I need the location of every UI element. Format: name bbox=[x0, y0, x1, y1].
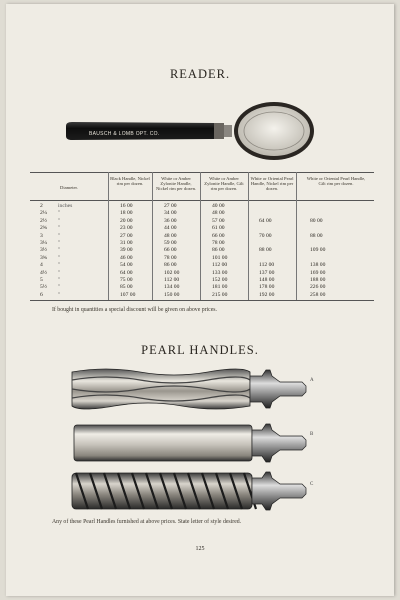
row-diameter: 4 bbox=[40, 262, 43, 269]
table-row bbox=[0, 262, 400, 269]
table-row bbox=[0, 218, 400, 225]
price-pearl-gilt: 88 00 bbox=[310, 232, 323, 239]
ditto-mark: " bbox=[58, 247, 64, 254]
pearl-handle-a-illustration bbox=[66, 366, 326, 412]
price-pearl-nickel: 112 00 bbox=[259, 262, 275, 269]
price-zylonite-nickel: 134 00 bbox=[164, 284, 180, 291]
price-black-nickel: 107 00 bbox=[120, 291, 136, 298]
price-pearl-gilt: 226 00 bbox=[310, 284, 326, 291]
price-pearl-nickel: 178 00 bbox=[259, 284, 275, 291]
price-zylonite-nickel: 36 00 bbox=[164, 217, 177, 224]
header-zylonite-nickel: White or Amber Zylonite Handle, Nickel rim per dozen. bbox=[155, 176, 197, 191]
ditto-mark: " bbox=[58, 210, 64, 217]
ditto-mark: " bbox=[58, 217, 64, 224]
price-zylonite-nickel: 48 00 bbox=[164, 232, 177, 239]
handle-footnote: Any of these Pearl Handles furnished at above prices. State letter of style desired. bbox=[52, 519, 242, 525]
table-row bbox=[0, 203, 400, 210]
row-diameter: 2¼ bbox=[40, 210, 47, 217]
pearl-handle-b-illustration bbox=[66, 421, 326, 467]
price-zylonite-nickel: 59 00 bbox=[164, 240, 177, 246]
ditto-mark: " bbox=[58, 240, 64, 246]
table-row bbox=[0, 284, 400, 291]
ditto-mark: " bbox=[58, 269, 64, 276]
price-zylonite-nickel: 66 00 bbox=[164, 247, 177, 254]
price-pearl-nickel: 192 00 bbox=[259, 291, 275, 298]
table-rule-top bbox=[30, 172, 374, 173]
price-zylonite-nickel: 150 00 bbox=[164, 291, 180, 298]
price-zylonite-nickel: 34 00 bbox=[164, 210, 177, 217]
price-black-nickel: 75 00 bbox=[120, 277, 133, 283]
handle-letter-c: C bbox=[310, 482, 314, 487]
handle-letter-b: B bbox=[310, 432, 314, 437]
price-zylonite-gilt: 57 00 bbox=[212, 217, 225, 224]
price-zylonite-gilt: 101 00 bbox=[212, 254, 228, 261]
price-pearl-gilt: 258 00 bbox=[310, 291, 326, 298]
price-pearl-gilt: 188 00 bbox=[310, 277, 326, 283]
row-diameter: 3 bbox=[40, 232, 43, 239]
row-diameter: 2½ bbox=[40, 217, 47, 224]
table-rule-bottom bbox=[30, 300, 374, 301]
price-zylonite-gilt: 40 00 bbox=[212, 203, 225, 209]
price-black-nickel: 16 00 bbox=[120, 203, 133, 209]
table-row bbox=[0, 247, 400, 254]
price-black-nickel: 54 00 bbox=[120, 262, 133, 269]
row-diameter: 3¼ bbox=[40, 240, 47, 246]
row-diameter: 3¾ bbox=[40, 254, 47, 261]
magnifier-maker-label: BAUSCH & LOMB OPT. CO. bbox=[89, 131, 160, 137]
price-zylonite-nickel: 112 00 bbox=[164, 277, 180, 283]
ditto-mark: " bbox=[58, 291, 64, 298]
price-zylonite-gilt: 215 00 bbox=[212, 291, 228, 298]
price-zylonite-gilt: 112 00 bbox=[212, 262, 228, 269]
ditto-mark: " bbox=[58, 232, 64, 239]
table-row bbox=[0, 233, 400, 240]
ditto-mark: " bbox=[58, 284, 64, 291]
header-pearl-nickel: White or Oriental Pearl Handle, Nickel rim per dozen. bbox=[250, 176, 294, 191]
pearl-handle-c-illustration bbox=[66, 467, 326, 513]
price-zylonite-gilt: 48 00 bbox=[212, 210, 225, 217]
row-diameter: 3½ bbox=[40, 247, 47, 254]
ditto-mark: " bbox=[58, 254, 64, 261]
price-black-nickel: 18 00 bbox=[120, 210, 133, 217]
reader-title: READER. bbox=[169, 67, 231, 81]
price-zylonite-gilt: 133 00 bbox=[212, 269, 228, 276]
row-diameter: 6 bbox=[40, 291, 43, 298]
price-pearl-nickel: 70 00 bbox=[259, 232, 272, 239]
price-black-nickel: 64 00 bbox=[120, 269, 133, 276]
price-zylonite-gilt: 61 00 bbox=[212, 225, 225, 232]
row-diameter: 5½ bbox=[40, 284, 47, 291]
price-black-nickel: 23 00 bbox=[120, 225, 133, 232]
table-row bbox=[0, 225, 400, 232]
ditto-mark: " bbox=[58, 277, 64, 283]
table-row bbox=[0, 270, 400, 277]
ditto-mark: " bbox=[58, 225, 64, 232]
price-zylonite-gilt: 78 00 bbox=[212, 240, 225, 246]
price-black-nickel: 27 00 bbox=[120, 232, 133, 239]
row-diameter: 2¾ bbox=[40, 225, 47, 232]
price-black-nickel: 85 00 bbox=[120, 284, 133, 291]
price-pearl-nickel: 148 00 bbox=[259, 277, 275, 283]
price-zylonite-nickel: 78 00 bbox=[164, 254, 177, 261]
table-row bbox=[0, 255, 400, 262]
table-row bbox=[0, 210, 400, 217]
row-diameter: 4½ bbox=[40, 269, 47, 276]
discount-note: If bought in quantities a special discount will be given on above prices. bbox=[52, 307, 218, 313]
price-zylonite-nickel: 86 00 bbox=[164, 262, 177, 269]
price-black-nickel: 31 00 bbox=[120, 240, 133, 246]
header-diameter: Diameter. bbox=[60, 185, 78, 190]
table-row bbox=[0, 292, 400, 299]
page-number: 125 bbox=[195, 546, 205, 552]
header-zylonite-gilt: White or Amber Zylonite Handle, Gilt rim per dozen. bbox=[204, 176, 244, 191]
price-pearl-nickel: 137 00 bbox=[259, 269, 275, 276]
price-pearl-gilt: 109 00 bbox=[310, 247, 326, 254]
price-pearl-gilt: 80 00 bbox=[310, 217, 323, 224]
ditto-mark: " bbox=[58, 262, 64, 269]
price-pearl-nickel: 64 00 bbox=[259, 217, 272, 224]
price-zylonite-gilt: 86 00 bbox=[212, 247, 225, 254]
price-black-nickel: 39 00 bbox=[120, 247, 133, 254]
handle-letter-a: A bbox=[310, 378, 314, 383]
price-zylonite-gilt: 152 00 bbox=[212, 277, 228, 283]
diameter-unit: inches bbox=[58, 203, 73, 209]
table-rule-header bbox=[30, 200, 374, 201]
price-zylonite-gilt: 181 00 bbox=[212, 284, 228, 291]
pearl-handles-title: PEARL HANDLES. bbox=[141, 343, 259, 357]
header-black-handle: Black Handle, Nickel rim per dozen. bbox=[110, 176, 150, 186]
price-zylonite-nickel: 27 00 bbox=[164, 203, 177, 209]
header-pearl-gilt: White or Oriental Pearl Handle, Gilt rim per dozen. bbox=[306, 176, 366, 186]
price-pearl-gilt: 138 00 bbox=[310, 262, 326, 269]
price-pearl-nickel: 88 00 bbox=[259, 247, 272, 254]
price-zylonite-gilt: 66 00 bbox=[212, 232, 225, 239]
price-pearl-gilt: 169 00 bbox=[310, 269, 326, 276]
row-diameter: 5 bbox=[40, 277, 43, 283]
table-row bbox=[0, 240, 400, 247]
price-zylonite-nickel: 102 00 bbox=[164, 269, 180, 276]
row-diameter: 2 bbox=[40, 203, 43, 209]
price-zylonite-nickel: 44 00 bbox=[164, 225, 177, 232]
price-black-nickel: 46 00 bbox=[120, 254, 133, 261]
table-row bbox=[0, 277, 400, 284]
price-black-nickel: 20 00 bbox=[120, 217, 133, 224]
